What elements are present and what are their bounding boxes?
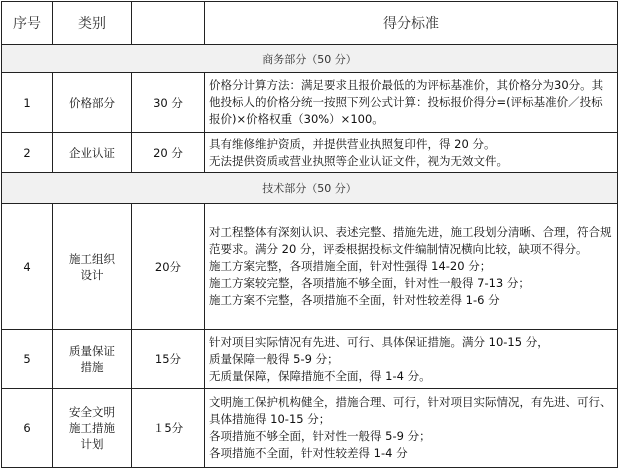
criteria-line: 文明施工保护机构健全，措施合理、可行，针对项目实际情况，有先进、可行、具体措施得 10-15 分； [209, 395, 612, 426]
row-score: 15分 [132, 330, 205, 389]
row-score: １5分 [132, 389, 205, 468]
row-category [53, 204, 132, 330]
criteria-line: 施工方案完整，各项措施全面，针对性强得 14-20 分； [209, 259, 492, 273]
row-criteria [205, 133, 618, 173]
header-no: 序号 [2, 2, 53, 45]
criteria-line: 针对项目实际情况有先进、可行、具体保证措施。满分 10-15 分， [209, 334, 549, 349]
row-no: 2 [2, 133, 53, 173]
row-category [53, 330, 132, 389]
criteria-line: 施工方案不完整，各项措施不全面，针对性较差得 1-6 分 [209, 293, 500, 307]
category-line: 企业认证 [69, 145, 115, 160]
row-category [53, 73, 132, 133]
table-row [2, 73, 618, 133]
criteria-line: 各项措施不全面，针对性较差得 1-4 分 [209, 446, 408, 460]
table-row [2, 204, 618, 330]
row-no: 1 [2, 73, 53, 133]
category-line: 计划 [80, 437, 104, 451]
criteria-line: 具有维修维护资质，并提供营业执照复印件，得 20 分。 [209, 136, 496, 151]
category-line: 施工组织 [69, 251, 115, 266]
category-line: 价格部分 [69, 95, 115, 110]
row-category [53, 389, 132, 468]
row-category [53, 133, 132, 173]
row-score: 20分 [132, 204, 205, 330]
section-row-business [2, 45, 618, 73]
section-row-technical [2, 173, 618, 204]
row-no: 4 [2, 204, 53, 330]
row-no: 6 [2, 389, 53, 468]
row-score: 30 分 [132, 73, 205, 133]
criteria-line: 对工程整体有深刻认识、表述完整、措施先进，施工段划分清晰、合理，符合规范要求。满分 20 分，评委根据投标文件编制情况横向比较，缺项不得分。 [209, 225, 612, 256]
criteria-line: 价格分计算方法：满足要求且报价最低的为评标基准价，其价格分为30分。其他投标人的价格分统一按照下列公式计算：投标报价得分=(评标基准价／投标报价)×价格权重（30%）×100。 [209, 78, 604, 126]
category-line: 安全文明 [69, 405, 115, 419]
criteria-line: 施工方案较完整，各项措施不够全面，针对性一般得 7-13 分； [209, 276, 530, 290]
criteria-line: 质量保障一般得 5-9 分； [209, 351, 339, 366]
row-no: 5 [2, 330, 53, 389]
category-line: 措施 [80, 360, 104, 374]
scoring-table [1, 1, 618, 468]
criteria-line: 各项措施不够全面，针对性一般得 5-9 分； [209, 429, 431, 443]
header-row [2, 2, 618, 45]
row-criteria [205, 330, 618, 389]
header-criteria: 得分标准 [205, 2, 618, 45]
table-row [2, 389, 618, 468]
header-score [132, 2, 205, 45]
category-line: 质量保证 [69, 344, 115, 358]
criteria-line: 无法提供资质或营业执照等企业认证文件，视为无效文件。 [209, 153, 508, 168]
section-title-business: 商务部分（50 分） [2, 45, 618, 73]
row-criteria [205, 73, 618, 133]
table-row [2, 330, 618, 389]
row-score: 20 分 [132, 133, 205, 173]
row-criteria [205, 389, 618, 468]
row-criteria [205, 204, 618, 330]
category-line: 施工措施 [69, 421, 115, 435]
header-category: 类别 [53, 2, 132, 45]
table-row [2, 133, 618, 173]
section-title-technical: 技术部分（50 分） [2, 173, 618, 204]
criteria-line: 无质量保障，保障措施不全面，得 1-4 分。 [209, 368, 431, 383]
category-line: 设计 [80, 267, 104, 282]
